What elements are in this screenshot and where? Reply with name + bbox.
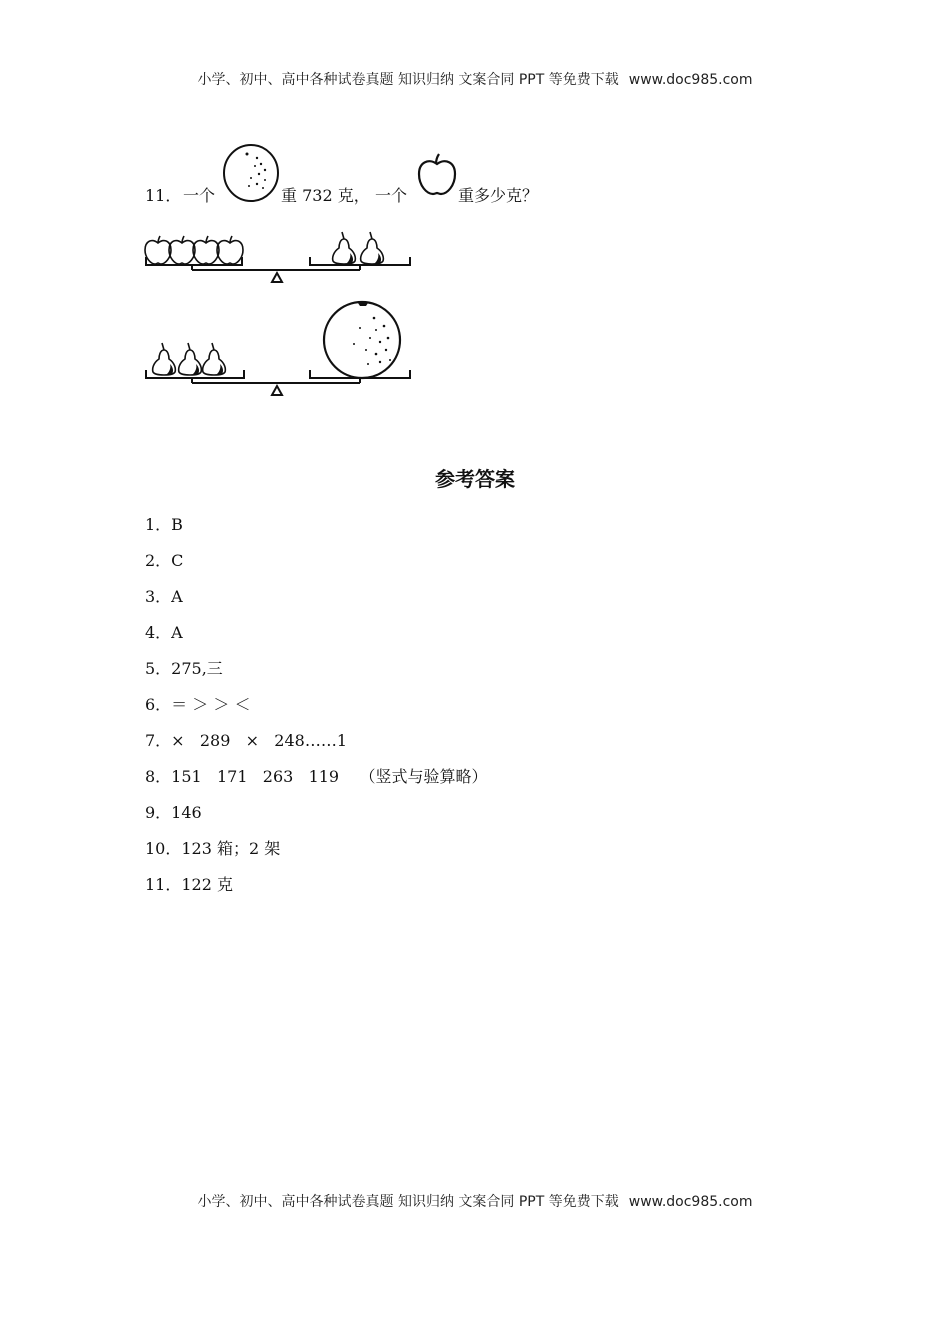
orange-icon: [324, 302, 400, 379]
answers-title: 参考答案: [435, 467, 515, 491]
page-footer: [0, 1191, 950, 1211]
answer-item: 4．A: [145, 623, 183, 642]
answer-item: 10．123 箱；2 架: [145, 839, 281, 858]
footer-text: 小学、初中、高中各种试卷真题 知识归纳 文案合同 PPT 等免费下载: [197, 1194, 619, 1210]
question-11: [145, 140, 665, 210]
footer-url[interactable]: www.doc985.com: [628, 1194, 753, 1210]
header-text: 小学、初中、高中各种试卷真题 知识归纳 文案合同 PPT 等免费下载: [197, 72, 619, 88]
answer-list: [145, 514, 487, 910]
question-text-2: 重 732 克，: [281, 186, 370, 205]
answer-item: 5．275,三: [145, 659, 223, 678]
answer-item: 11．122 克: [145, 875, 233, 894]
question-text-4: 重多少克？: [458, 186, 539, 205]
apple-icon: [415, 152, 459, 198]
answer-item: 1．B: [145, 515, 183, 534]
question-text-1: 一个: [183, 186, 216, 205]
pear-icon: [333, 232, 384, 264]
pear-icon: [153, 343, 226, 375]
header-url[interactable]: www.doc985.com: [628, 72, 753, 88]
answer-item: 8．151 171 263 119 （竖式与验算略）: [145, 767, 488, 786]
answer-item: 6．＝ ＞ ＞ ＜: [145, 695, 251, 714]
question-text-3: 一个: [375, 186, 408, 205]
answer-item: 7．× 289 × 248……1: [145, 731, 348, 750]
answer-item: 2．C: [145, 551, 184, 570]
orange-icon: [221, 142, 281, 204]
answer-item: 9．146: [145, 803, 202, 822]
apple-icon: [145, 236, 243, 264]
balance-scale-apples-pears: [140, 225, 420, 287]
question-number: 11．: [145, 186, 182, 205]
balance-scale-pears-orange: [140, 298, 420, 400]
answer-item: 3．A: [145, 587, 183, 606]
page-header: [0, 69, 950, 89]
